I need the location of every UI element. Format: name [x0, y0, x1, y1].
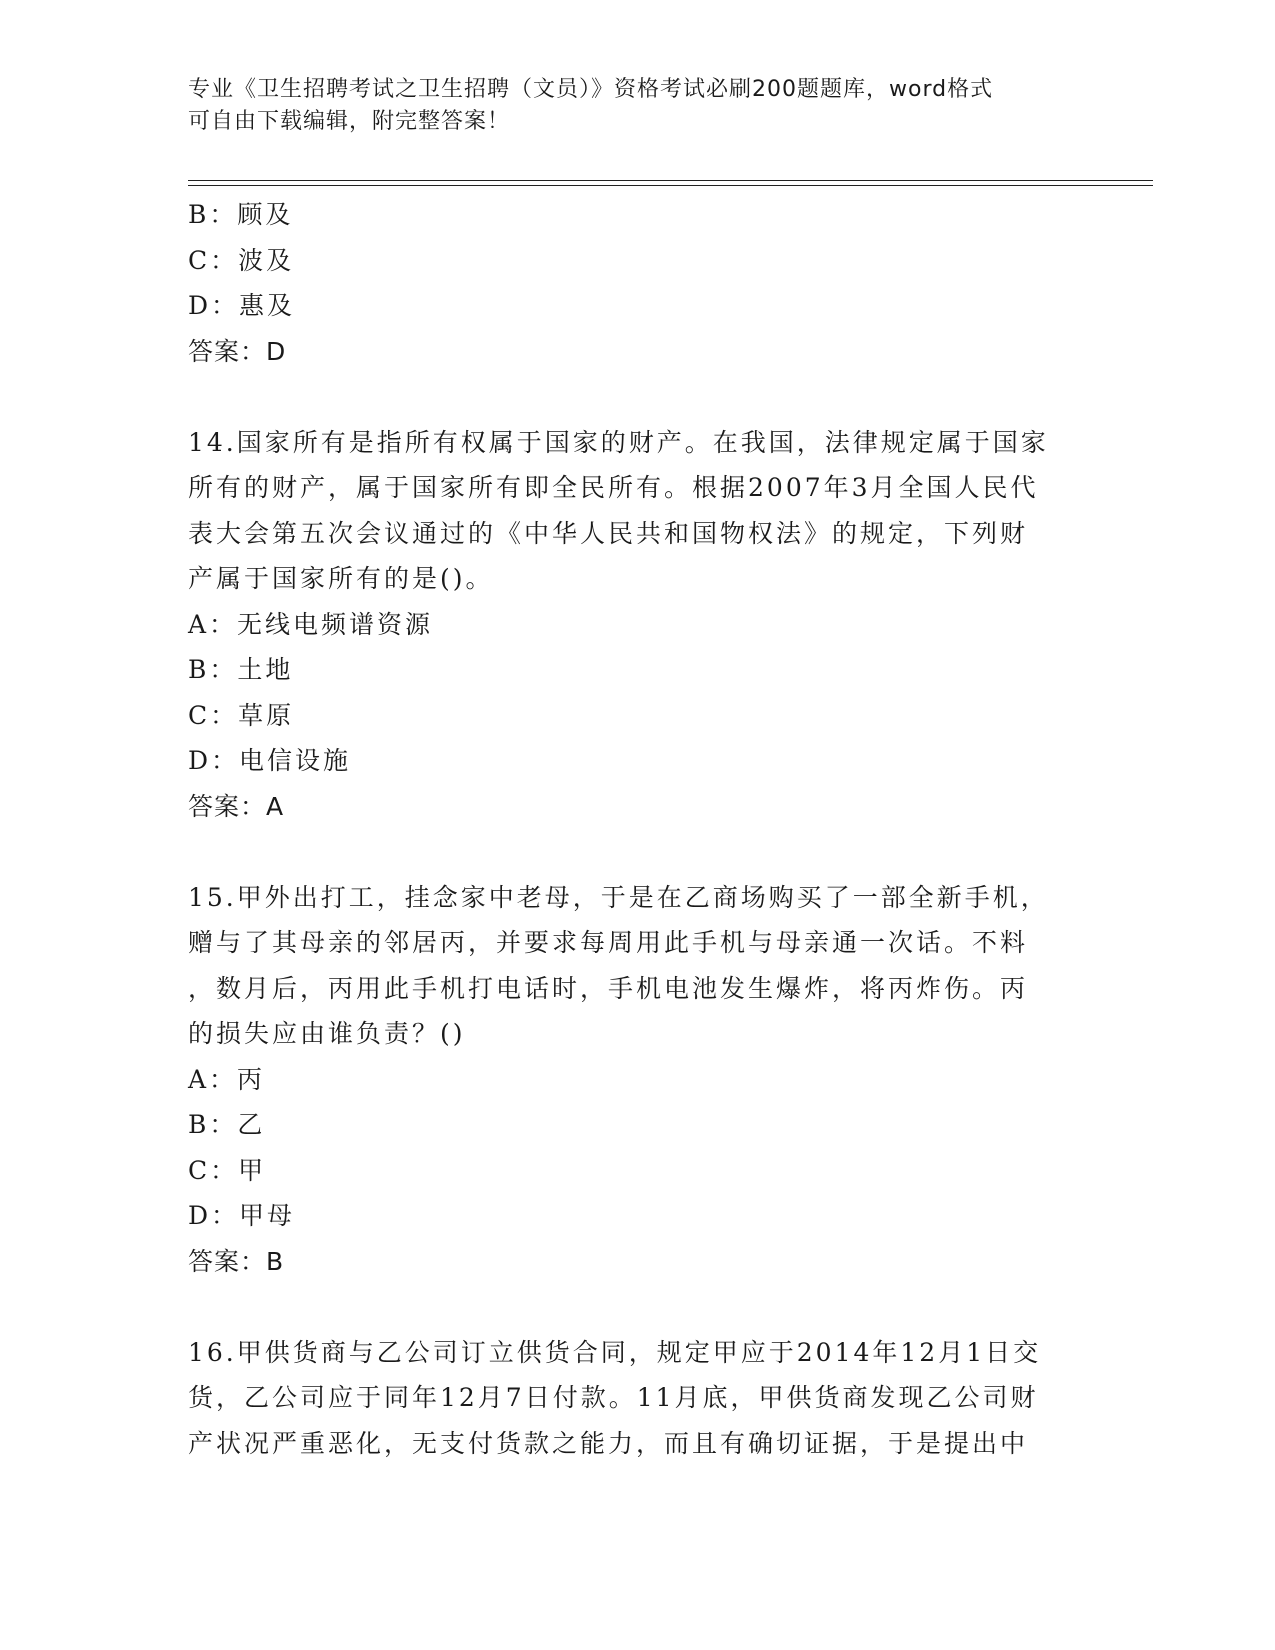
question-stem-line: 产属于国家所有的是()。 — [188, 564, 494, 593]
option-d: D：惠及 — [188, 291, 296, 320]
question-stem-line: 14.国家所有是指所有权属于国家的财产。在我国，法律规定属于国家 — [188, 427, 1049, 457]
question-14 — [188, 420, 1088, 830]
question-16 — [188, 1330, 1088, 1467]
answer-line: 答案：D — [188, 336, 287, 366]
option-c: C：波及 — [188, 245, 295, 275]
option-b: B：土地 — [188, 655, 294, 684]
option-b: B：乙 — [188, 1110, 266, 1139]
option-a: A：丙 — [188, 1064, 266, 1094]
header-divider-bottom — [188, 185, 1153, 186]
option-c: C：草原 — [188, 700, 295, 730]
option-c: C：甲 — [188, 1155, 267, 1185]
question-list — [188, 192, 1088, 1466]
question-stem-line: 的损失应由谁负责？() — [188, 1019, 466, 1048]
question-stem-line: 货，乙公司应于同年12月7日付款。11月底，甲供货商发现乙公司财 — [188, 1383, 1039, 1412]
header-title-line-1: 专业《卫生招聘考试之卫生招聘（文员）》资格考试必刷200题题库，word格式 — [188, 77, 994, 102]
question-stem-line: ，数月后，丙用此手机打电话时，手机电池发生爆炸，将丙炸伤。丙 — [188, 973, 1029, 1003]
option-d: D：甲母 — [188, 1201, 296, 1230]
header-title-line-2: 可自由下载编辑，附完整答案！ — [188, 109, 511, 134]
spacer — [188, 374, 1088, 420]
page-header — [188, 74, 1068, 138]
question-stem-line: 产状况严重恶化，无支付货款之能力，而且有确切证据，于是提出中 — [188, 1428, 1029, 1458]
spacer — [188, 1284, 1088, 1330]
question-stem-line: 16.甲供货商与乙公司订立供货合同，规定甲应于2014年12月1日交 — [188, 1337, 1042, 1367]
answer-line: 答案：A — [188, 791, 285, 821]
option-b: B：顾及 — [188, 200, 294, 229]
question-stem-line: 赠与了其母亲的邻居丙，并要求每周用此手机与母亲通一次话。不料 — [188, 928, 1029, 957]
question-15 — [188, 875, 1088, 1285]
option-d: D：电信设施 — [188, 746, 352, 775]
question-stem-line: 表大会第五次会议通过的《中华人民共和国物权法》的规定，下列财 — [188, 518, 1029, 548]
answer-line: 答案：B — [188, 1246, 285, 1276]
spacer — [188, 829, 1088, 875]
option-a: A：无线电频谱资源 — [188, 609, 434, 639]
question-stem-line: 15.甲外出打工，挂念家中老母，于是在乙商场购买了一部全新手机， — [188, 882, 1049, 912]
question-stem-line: 所有的财产，属于国家所有即全民所有。根据2007年3月全国人民代 — [188, 473, 1039, 502]
question-13-tail — [188, 192, 1088, 374]
header-divider-top — [188, 180, 1153, 181]
